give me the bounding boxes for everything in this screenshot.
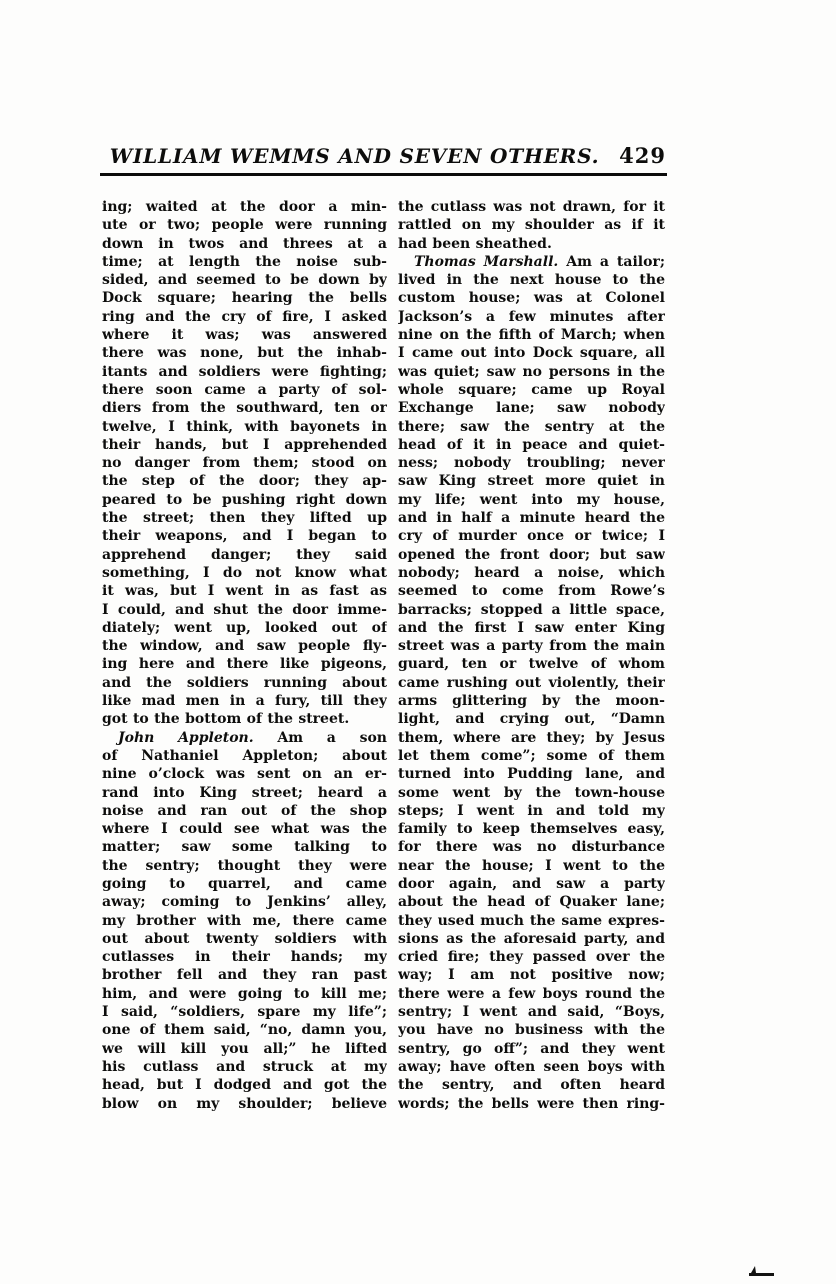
- text-line: noise and ran out of the shop: [102, 802, 387, 819]
- text-line: itants and soldiers were fighting;: [102, 363, 387, 380]
- text-line: peared to be pushing right down: [102, 491, 387, 508]
- text-line: you have no business with the: [398, 1022, 665, 1039]
- text-line: street was a party from the main: [398, 638, 665, 655]
- text-line: out about twenty soldiers with: [102, 930, 387, 947]
- text-line: blow on my shoulder; believe: [102, 1095, 387, 1112]
- text-line: their hands, but I apprehended: [102, 436, 387, 453]
- right-column: [398, 198, 665, 1113]
- witness-name: John Appleton.: [118, 729, 254, 746]
- text-line: whole square; came up Royal: [398, 381, 665, 398]
- text-line: them, where are they; by Jesus: [398, 729, 665, 746]
- text-line: going to quarrel, and came: [102, 875, 387, 892]
- text-line: no danger from them; stood on: [102, 455, 387, 472]
- text-line: rand into King street; heard a: [102, 784, 387, 801]
- text-line: seemed to come from Rowe’s: [398, 583, 665, 600]
- text-line: ing here and there like pigeons,: [102, 656, 387, 673]
- text-line: apprehend danger; they said: [102, 546, 387, 563]
- text-line: lived in the next house to the: [398, 272, 665, 289]
- text-line: door again, and saw a party: [398, 875, 665, 892]
- text-line: saw King street more quiet in: [398, 473, 665, 490]
- text-line: turned into Pudding lane, and: [398, 766, 665, 783]
- text-line: I said, “soldiers, spare my life”;: [102, 1004, 387, 1021]
- text-line: sions as the aforesaid party, and: [398, 930, 665, 947]
- text-line: nine o’clock was sent on an er-: [102, 766, 387, 783]
- text-line: there were a few boys round the: [398, 985, 665, 1002]
- text-line: his cutlass and struck at my: [102, 1058, 387, 1075]
- text-line: cry of murder once or twice; I: [398, 528, 665, 545]
- text-line: away; have often seen boys with: [398, 1058, 665, 1075]
- text-line: head of it in peace and quiet-: [398, 436, 665, 453]
- text-line: there was none, but the inhab-: [102, 345, 387, 362]
- page-number: 429: [619, 143, 666, 168]
- text-line: down in twos and threes at a: [102, 235, 387, 252]
- text-line: and in half a minute heard the: [398, 510, 665, 527]
- text-line: there soon came a party of sol-: [102, 381, 387, 398]
- text-line: time; at length the noise sub-: [102, 253, 387, 270]
- text-line: there; saw the sentry at the: [398, 418, 665, 435]
- text-line: I could, and shut the door imme-: [102, 601, 387, 618]
- text-line: the sentry, and often heard: [398, 1077, 665, 1094]
- text-line: John Appleton. Am a son: [118, 729, 387, 746]
- text-line: some went by the town-house: [398, 784, 665, 801]
- text-line: him, and were going to kill me;: [102, 985, 387, 1002]
- text-line: brother fell and they ran past: [102, 967, 387, 984]
- text-line: custom house; was at Colonel: [398, 290, 665, 307]
- text-line: light, and crying out, “Damn: [398, 711, 665, 728]
- text-line: opened the front door; but saw: [398, 546, 665, 563]
- text-line: got to the bottom of the street.: [102, 711, 350, 728]
- text-line: let them come”; some of them: [398, 747, 665, 764]
- text-line: one of them said, “no, damn you,: [102, 1022, 387, 1039]
- text-line: rattled on my shoulder as if it: [398, 217, 665, 234]
- text-line: sentry; I went and said, “Boys,: [398, 1004, 665, 1021]
- text-line: Jackson’s a few minutes after: [398, 308, 665, 325]
- text-line: near the house; I went to the: [398, 857, 665, 874]
- text-line: away; coming to Jenkins’ alley,: [102, 894, 387, 911]
- text-line: my life; went into my house,: [398, 491, 665, 508]
- text-line: I came out into Dock square, all: [398, 345, 665, 362]
- ink-mark-bar: [749, 1273, 774, 1276]
- text-line: cutlasses in their hands; my: [102, 949, 387, 966]
- text-line: diately; went up, looked out of: [102, 619, 387, 636]
- text-line: the window, and saw people fly-: [102, 638, 387, 655]
- text-line: nine on the fifth of March; when: [398, 327, 665, 344]
- text-line: twelve, I think, with bayonets in: [102, 418, 387, 435]
- text-line: steps; I went in and told my: [398, 802, 665, 819]
- text-line: about the head of Quaker lane;: [398, 894, 665, 911]
- text-line: sided, and seemed to be down by: [102, 272, 387, 289]
- ink-mark-tick: [751, 1266, 756, 1273]
- page-header: [100, 143, 666, 168]
- text-line: for there was no disturbance: [398, 839, 665, 856]
- text-line: cried fire; they passed over the: [398, 949, 665, 966]
- text-line: like mad men in a fury, till they: [102, 693, 387, 710]
- text-line: matter; saw some talking to: [102, 839, 387, 856]
- witness-name: Thomas Marshall.: [414, 253, 559, 270]
- text-line: my brother with me, there came: [102, 912, 387, 929]
- text-line: where it was; was answered: [102, 327, 387, 344]
- text-line: ness; nobody troubling; never: [398, 455, 665, 472]
- text-line: sentry, go off”; and they went: [398, 1040, 665, 1057]
- text-line: came rushing out violently, their: [398, 674, 665, 691]
- text-line: way; I am not positive now;: [398, 967, 665, 984]
- text-line: ing; waited at the door a min-: [102, 199, 387, 215]
- text-line: Thomas Marshall. Am a tailor;: [414, 253, 665, 270]
- text-line: had been sheathed.: [398, 235, 552, 252]
- text-line: diers from the southward, ten or: [102, 400, 387, 417]
- text-line: we will kill you all;” he lifted: [102, 1040, 387, 1057]
- text-line: where I could see what was the: [102, 821, 387, 838]
- text-line: something, I do not know what: [102, 564, 387, 581]
- text-line: nobody; heard a noise, which: [398, 564, 665, 581]
- text-line: head, but I dodged and got the: [102, 1077, 387, 1094]
- text-line: arms glittering by the moon-: [398, 693, 665, 710]
- text-line: was quiet; saw no persons in the: [398, 363, 665, 380]
- text-line: ute or two; people were running: [102, 217, 387, 234]
- text-line: barracks; stopped a little space,: [398, 601, 665, 618]
- text-line: it was, but I went in as fast as: [102, 583, 387, 600]
- text-line: ring and the cry of fire, I asked: [102, 308, 387, 325]
- ink-mark: [749, 1265, 774, 1276]
- text-line: Exchange lane; saw nobody: [398, 400, 665, 417]
- left-column: [102, 198, 387, 1113]
- text-line: words; the bells were then ring-: [398, 1095, 665, 1112]
- text-line: the step of the door; they ap-: [102, 473, 387, 490]
- text-line: Dock square; hearing the bells: [102, 290, 387, 307]
- text-line: the sentry; thought they were: [102, 857, 387, 874]
- text-line: guard, ten or twelve of whom: [398, 656, 665, 673]
- text-line: and the first I saw enter King: [398, 619, 665, 636]
- running-head-title: WILLIAM WEMMS AND SEVEN OTHERS.: [109, 144, 600, 168]
- text-line: the cutlass was not drawn, for it: [398, 199, 665, 215]
- text-line: they used much the same expres-: [398, 912, 665, 929]
- text-line: of Nathaniel Appleton; about: [102, 747, 387, 764]
- header-rule: [100, 173, 667, 176]
- text-line: and the soldiers running about: [102, 674, 387, 691]
- text-line: the street; then they lifted up: [102, 510, 387, 527]
- text-line: family to keep themselves easy,: [398, 821, 665, 838]
- text-line: their weapons, and I began to: [102, 528, 387, 545]
